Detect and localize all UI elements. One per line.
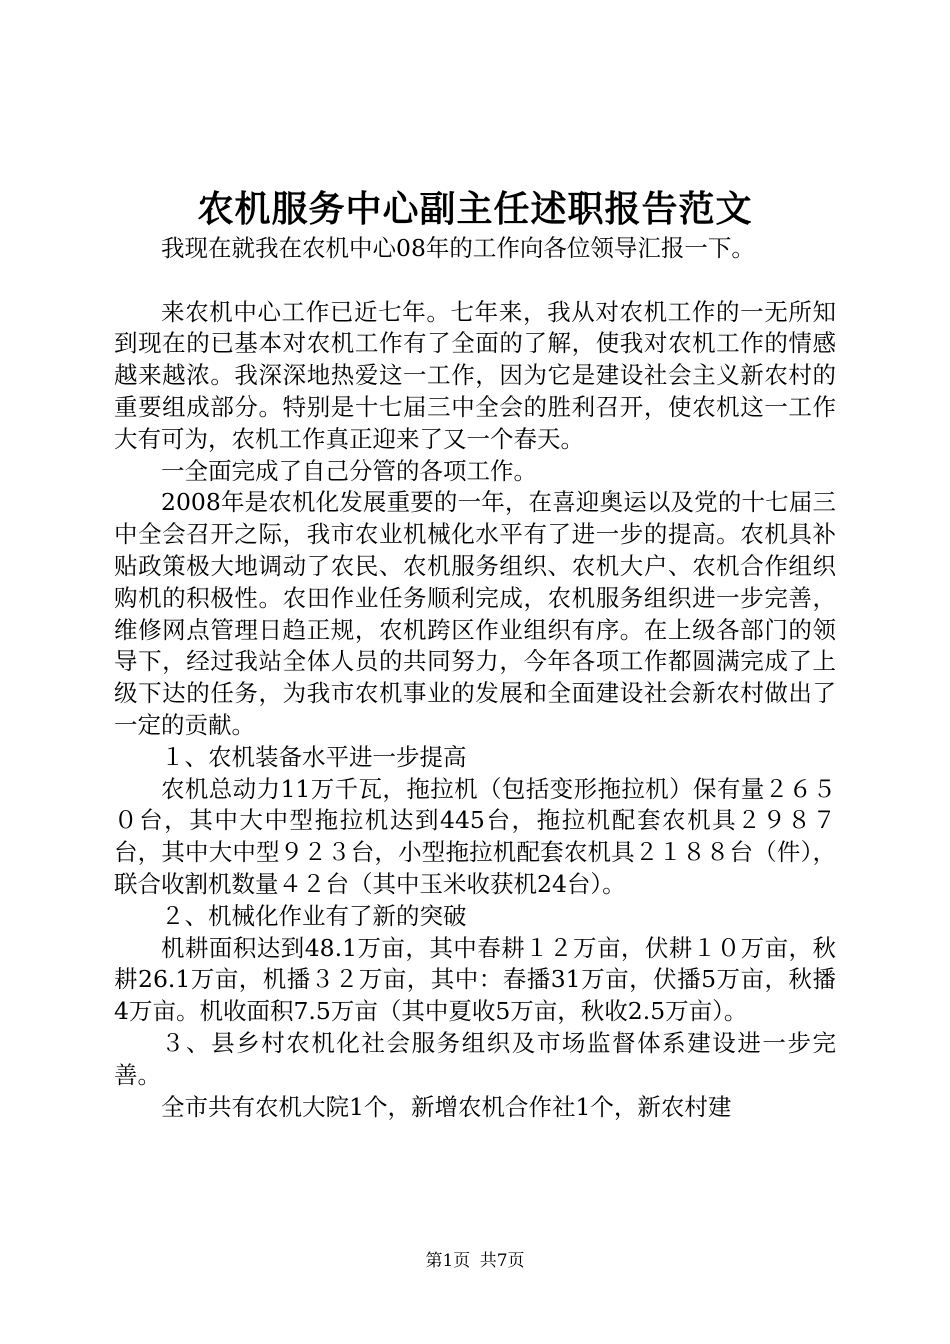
paragraph: 来农机中心工作已近七年。七年来，我从对农机工作的一无所知到现在的已基本对农机工作有了全面的了解，使我对农机工作的情感越来越浓。我深深地热爱这一工作，因为它是建设社会主义新农村的重要组成部分。特别是十七届三中全会的胜利召开，使农机这一工作大有可为，农机工作真正迎来了又一个春天。 — [114, 297, 836, 453]
document-title: 农机服务中心副主任述职报告范文 — [197, 188, 753, 230]
section-heading: ２、机械化作业有了新的突破 — [161, 901, 467, 930]
paragraph: 全市共有农机大院1个，新增农机合作社1个，新农村建 — [161, 1092, 732, 1121]
paragraph: 农机总动力11万千瓦，拖拉机（包括变形拖拉机）保有量２６５０台，其中大中型拖拉机达到445台，拖拉机配套农机具２９８７台，其中大中型９２３台，小型拖拉机配套农机具２１８８台（件），联合收割机数量４２台（其中玉米收获机24台）。 — [114, 774, 836, 898]
document-body — [114, 233, 836, 1123]
section-heading: １、农机装备水平进一步提高 — [161, 742, 467, 771]
page-number: 第1页 — [425, 1251, 471, 1271]
paragraph: 机耕面积达到48.1万亩，其中春耕１２万亩，伏耕１０万亩，秋耕26.1万亩，机播３２万亩，其中：春播31万亩，伏播5万亩，秋播4万亩。机收面积7.5万亩（其中夏收5万亩，秋收2.5万亩）。 — [114, 933, 836, 1026]
paragraph: 一全面完成了自己分管的各项工作。 — [161, 456, 537, 485]
page-footer — [0, 1250, 950, 1272]
paragraph: 2008年是农机化发展重要的一年，在喜迎奥运以及党的十七届三中全会召开之际，我市农业机械化水平有了进一步的提高。农机具补贴政策极大地调动了农民、农机服务组织、农机大户、农机合作组织购机的积极性。农田作业任务顺利完成，农机服务组织进一步完善，维修网点管理日趋正规，农机跨区作业组织有序。在上级各部门的领导下，经过我站全体人员的共同努力，今年各项工作都圆满完成了上级下达的任务，为我市农机事业的发展和全面建设社会新农村做出了一定的贡献。 — [114, 488, 836, 739]
section-heading: ３、县乡村农机化社会服务组织及市场监督体系建设进一步完善。 — [114, 1028, 836, 1089]
page-total: 共7页 — [479, 1251, 525, 1271]
intro-paragraph: 我现在就我在农机中心08年的工作向各位领导汇报一下。 — [161, 234, 755, 262]
